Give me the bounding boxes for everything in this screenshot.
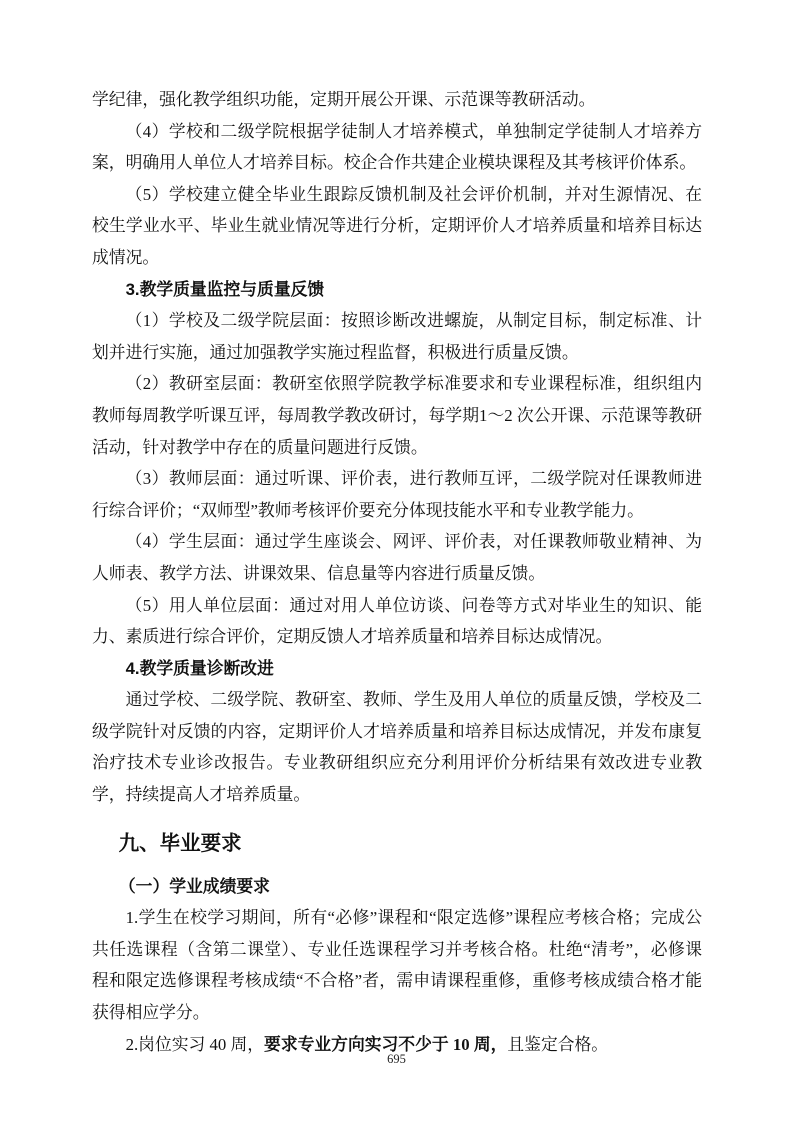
heading-quality-diagnosis: 4.教学质量诊断改进 (125, 658, 274, 678)
paragraph-diagnosis-improvement: 通过学校、二级学院、教研室、教师、学生及用人单位的质量反馈，学校及二级学院针对反馈的内容，定期评价人才培养质量和培养目标达成情况，并发布康复治疗技术专业诊改报告。专业教研组织应充分利用评价分析结果有效改进专业教学，持续提高人才培养质量。 (92, 690, 702, 805)
document-body (92, 84, 702, 1060)
page-number: 695 (387, 1052, 406, 1066)
subheading-academic-performance: （一）学业成绩要求 (118, 876, 270, 896)
paragraph-level-teaching-office: （2）教研室层面：教研室依照学院教学标准要求和专业课程标准，组织组内教师每周教学听课互评，每周教学教改研讨，每学期1～2 次公开课、示范课等教研活动，针对教学中存在的质量问题进行反馈。 (92, 374, 702, 457)
section-heading-graduation-requirements: 九、毕业要求 (118, 831, 242, 855)
grad-requirement-2-tail: 且鉴定合格。 (507, 1034, 609, 1054)
grad-requirement-2-emphasis: 要求专业方向实习不少于 10 周， (264, 1034, 508, 1054)
paragraph-level-employer: （5）用人单位层面：通过对用人单位访谈、问卷等方式对毕业生的知识、能力、素质进行综合评价，定期反馈人才培养质量和培养目标达成情况。 (92, 595, 702, 647)
paragraph-continuation: 学纪律，强化教学组织功能，定期开展公开课、示范课等教研活动。 (92, 90, 596, 109)
grad-requirement-2-lead: 2.岗位实习 40 周， (125, 1034, 265, 1054)
paragraph-level-school: （1）学校及二级学院层面：按照诊断改进螺旋，从制定目标，制定标准、计划并进行实施，通过加强教学实施过程监督，积极进行质量反馈。 (92, 311, 702, 362)
paragraph-level-teacher: （3）教师层面：通过听课、评价表，进行教师互评，二级学院对任课教师进行综合评价；“双师型”教师考核评价要充分体现技能水平和专业教学能力。 (92, 469, 702, 520)
paragraph-graduate-tracking: （5）学校建立健全毕业生跟踪反馈机制及社会评价机制，并对生源情况、在校生学业水平、毕业生就业情况等进行分析，定期评价人才培养质量和培养目标达成情况。 (92, 184, 702, 267)
paragraph-graduation-requirement-1: 1.学生在校学习期间，所有“必修”课程和“限定选修”课程应考核合格；完成公共任选课程（含第二课堂）、专业任选课程学习并考核合格。杜绝“清考”，必修课程和限定选修课程考核成绩“不合格”者，需申请课程重修，重修考核成绩合格才能获得相应学分。 (92, 908, 702, 1023)
paragraph-level-student: （4）学生层面：通过学生座谈会、网评、评价表，对任课教师敬业精神、为人师表、教学方法、讲课效果、信息量等内容进行质量反馈。 (92, 532, 702, 583)
heading-quality-monitoring: 3.教学质量监控与质量反馈 (125, 279, 325, 299)
paragraph-apprentice-model: （4）学校和二级学院根据学徒制人才培养模式，单独制定学徒制人才培养方案，明确用人单位人才培养目标。校企合作共建企业模块课程及其考核评价体系。 (92, 121, 702, 173)
page-footer (0, 1050, 793, 1068)
